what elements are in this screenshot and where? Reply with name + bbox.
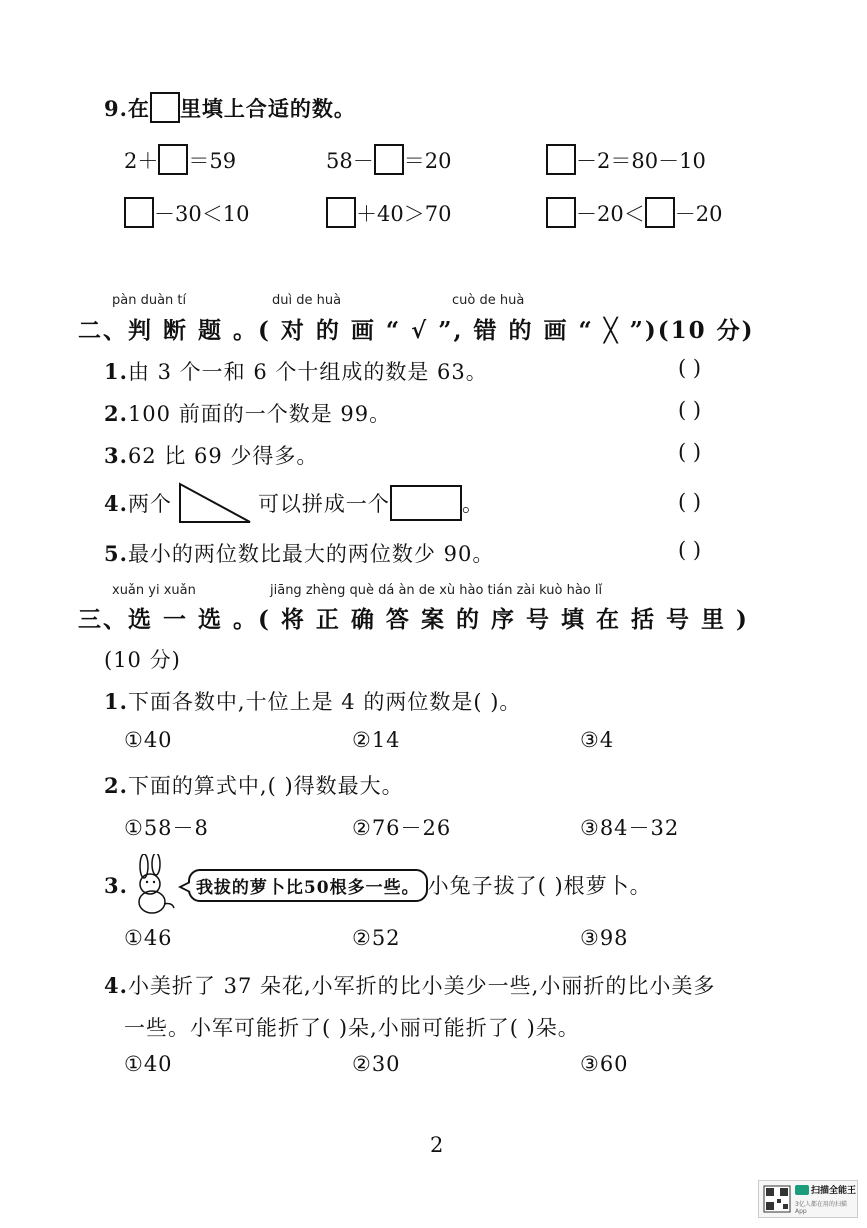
- cs-logo-icon: [795, 1185, 809, 1195]
- eq-text: ＝20: [403, 148, 452, 173]
- s2-item-1: [104, 356, 488, 386]
- s3-q1: [104, 686, 521, 716]
- item-number: 2.: [104, 401, 128, 426]
- s3-q3: [104, 854, 652, 916]
- s2-item-5: [104, 538, 494, 568]
- item-text: 下面的算式中,( )得数最大。: [127, 774, 404, 798]
- eq-text: ＝59: [188, 148, 237, 173]
- page-number: 2: [430, 1133, 444, 1157]
- pinyin-instruction: jiāng zhèng què dá àn de xù hào tián zài kuò hào lǐ: [270, 583, 603, 598]
- qr-code-icon: [763, 1185, 791, 1213]
- section3-score: (10 分): [104, 648, 181, 672]
- pinyin-duidehua: duì de huà: [272, 293, 342, 308]
- item-text: 最小的两位数比最大的两位数少 90。: [127, 542, 495, 566]
- item-number: 4.: [104, 490, 128, 516]
- q9-title-text: 9.在: [104, 96, 150, 121]
- item-text: 小兔子拔了( )根萝卜。: [427, 874, 652, 898]
- answer-paren[interactable]: ( ): [678, 440, 702, 464]
- s3-q4-line2: 一些。小军可能折了( )朵,小丽可能折了( )朵。: [124, 1016, 580, 1040]
- eq-text: －30＜10: [154, 201, 250, 226]
- s3-q2: [104, 770, 404, 800]
- item-text: 由 3 个一和 6 个十组成的数是 63。: [127, 360, 488, 384]
- item-number: 5.: [104, 541, 128, 566]
- section3-heading: 三、选 一 选 。( 将 正 确 答 案 的 序 号 填 在 括 号 里 ): [78, 606, 749, 633]
- item-text: 小美折了 37 朵花,小军折的比小美少一些,小丽折的比小美多: [127, 974, 716, 998]
- pinyin-cuodehua: cuò de huà: [452, 293, 525, 308]
- scanner-badge: [758, 1180, 858, 1218]
- q9-eq-4: [124, 197, 249, 228]
- pinyin-panduanti: pàn duàn tí: [112, 293, 187, 308]
- q9-eq-6: [546, 197, 722, 228]
- answer-box[interactable]: [546, 197, 576, 228]
- eq-text: －20＜: [576, 201, 645, 226]
- s2-item-4: [104, 482, 484, 524]
- answer-box[interactable]: [124, 197, 154, 228]
- answer-box[interactable]: [546, 144, 576, 175]
- item-text: 100 前面的一个数是 99。: [127, 402, 392, 426]
- option[interactable]: ①58－8: [124, 816, 209, 840]
- item-number: 1.: [104, 689, 128, 714]
- item-text: 下面各数中,十位上是 4 的两位数是( )。: [127, 690, 522, 714]
- option[interactable]: ②30: [352, 1052, 401, 1076]
- q9-eq-1: [124, 144, 236, 175]
- item-number: 2.: [104, 773, 128, 798]
- item-text: 62 比 69 少得多。: [127, 444, 319, 468]
- item-number: 1.: [104, 359, 128, 384]
- answer-paren[interactable]: ( ): [678, 356, 702, 380]
- answer-paren[interactable]: ( ): [678, 538, 702, 562]
- speech-bubble: 我拔的萝卜比50根多一些。: [188, 869, 428, 902]
- eq-text: 58－: [326, 148, 374, 173]
- answer-box[interactable]: [645, 197, 675, 228]
- rabbit-icon: [128, 854, 180, 916]
- answer-paren[interactable]: ( ): [678, 398, 702, 422]
- answer-box[interactable]: [158, 144, 188, 175]
- option[interactable]: ③4: [580, 728, 615, 752]
- s2-item-3: [104, 440, 318, 470]
- option[interactable]: ①40: [124, 1052, 173, 1076]
- option[interactable]: ②76－26: [352, 816, 452, 840]
- pinyin-xuanyixuan: xuǎn yi xuǎn: [112, 583, 196, 598]
- option[interactable]: ③98: [580, 926, 629, 950]
- section2-heading: 二、判 断 题 。( 对 的 画 “ √ ”, 错 的 画 “ ╳ ”)(10 分): [78, 317, 755, 344]
- eq-text: －2＝80－10: [576, 148, 706, 173]
- q9-eq-2: [326, 144, 451, 175]
- rectangle-shape: [390, 485, 462, 521]
- answer-box[interactable]: [374, 144, 404, 175]
- option[interactable]: ②14: [352, 728, 401, 752]
- s3-q4-line1: [104, 970, 715, 1000]
- item-number: 3.: [104, 443, 128, 468]
- q9-eq-3: [546, 144, 706, 175]
- q9-title-rest: 里填上合适的数。: [179, 96, 356, 121]
- answer-paren[interactable]: ( ): [678, 490, 702, 514]
- option[interactable]: ③84－32: [580, 816, 680, 840]
- item-text: 两个: [127, 492, 172, 516]
- item-number: 4.: [104, 973, 128, 998]
- answer-box[interactable]: [150, 92, 180, 123]
- triangle-shape: [178, 482, 252, 524]
- q9-title: [104, 92, 356, 123]
- badge-title: 扫描全能王: [811, 1186, 857, 1196]
- q9-eq-5: [326, 197, 451, 228]
- answer-box[interactable]: [326, 197, 356, 228]
- option[interactable]: ③60: [580, 1052, 629, 1076]
- option[interactable]: ①46: [124, 926, 173, 950]
- eq-text: ＋40＞70: [356, 201, 452, 226]
- badge-subtitle: 3亿人都在用的扫描App: [795, 1201, 847, 1215]
- eq-text: 2＋: [124, 148, 159, 173]
- option[interactable]: ①40: [124, 728, 173, 752]
- option[interactable]: ②52: [352, 926, 401, 950]
- item-text: 可以拼成一个: [257, 492, 390, 516]
- eq-text: －20: [674, 201, 723, 226]
- s2-item-2: [104, 398, 391, 428]
- item-text: 。: [461, 492, 484, 516]
- item-number: 3.: [104, 872, 128, 898]
